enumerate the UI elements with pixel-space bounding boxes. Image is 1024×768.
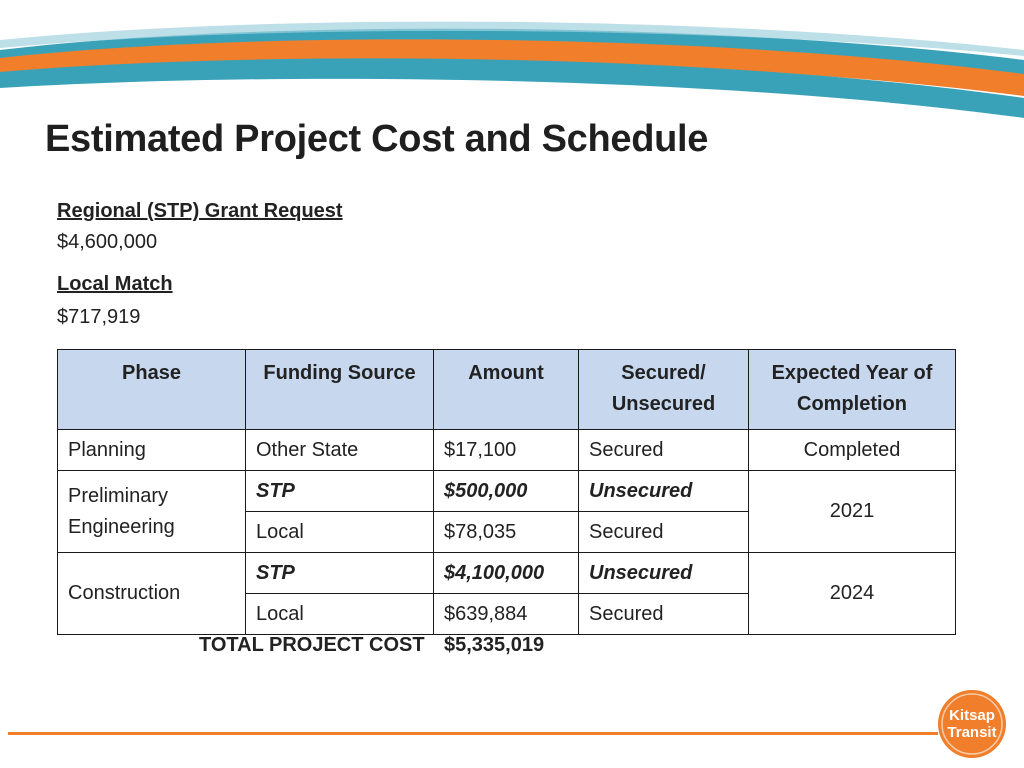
cell-amount: $17,100 [434, 430, 579, 471]
cell-phase: Construction [58, 553, 246, 635]
cell-phase: Preliminary Engineering [58, 471, 246, 553]
local-match-block [57, 268, 173, 334]
cell-year: Completed [749, 430, 956, 471]
cell-status: Secured [579, 512, 749, 553]
cell-phase: Planning [58, 430, 246, 471]
total-cost-value: $5,335,019 [444, 634, 545, 656]
cell-source: Local [246, 594, 434, 635]
table-header-row [58, 350, 956, 430]
table-row [58, 471, 956, 512]
table-row [58, 430, 956, 471]
header-secured: Secured/ Unsecured [579, 350, 749, 430]
header-funding-source: Funding Source [246, 350, 434, 430]
cell-status: Unsecured [579, 471, 749, 512]
cell-source: Local [246, 512, 434, 553]
cell-year: 2021 [749, 471, 956, 553]
cost-schedule-table [57, 349, 956, 635]
header-expected-year: Expected Year of Completion [749, 350, 956, 430]
header-phase: Phase [58, 350, 246, 430]
table-row [58, 553, 956, 594]
logo-line1: Kitsap [949, 707, 995, 724]
header-banner [0, 0, 1024, 130]
cell-year: 2024 [749, 553, 956, 635]
cell-source: STP [246, 553, 434, 594]
grant-request-amount: $4,600,000 [57, 231, 158, 253]
cell-status: Secured [579, 430, 749, 471]
cell-amount: $4,100,000 [434, 553, 579, 594]
grant-request-block [57, 196, 343, 258]
cell-amount: $78,035 [434, 512, 579, 553]
logo-line2: Transit [947, 724, 997, 741]
local-match-heading: Local Match [57, 273, 173, 295]
footer-divider [8, 732, 938, 735]
header-amount: Amount [434, 350, 579, 430]
cell-amount: $500,000 [434, 471, 579, 512]
local-match-amount: $717,919 [57, 306, 141, 328]
cell-amount: $639,884 [434, 594, 579, 635]
cell-status: Secured [579, 594, 749, 635]
page-title: Estimated Project Cost and Schedule [45, 118, 709, 160]
cell-status: Unsecured [579, 553, 749, 594]
cell-source: Other State [246, 430, 434, 471]
cell-source: STP [246, 471, 434, 512]
kitsap-transit-logo [936, 688, 1008, 760]
total-cost-label: TOTAL PROJECT COST [199, 634, 425, 656]
grant-request-heading: Regional (STP) Grant Request [57, 200, 343, 222]
